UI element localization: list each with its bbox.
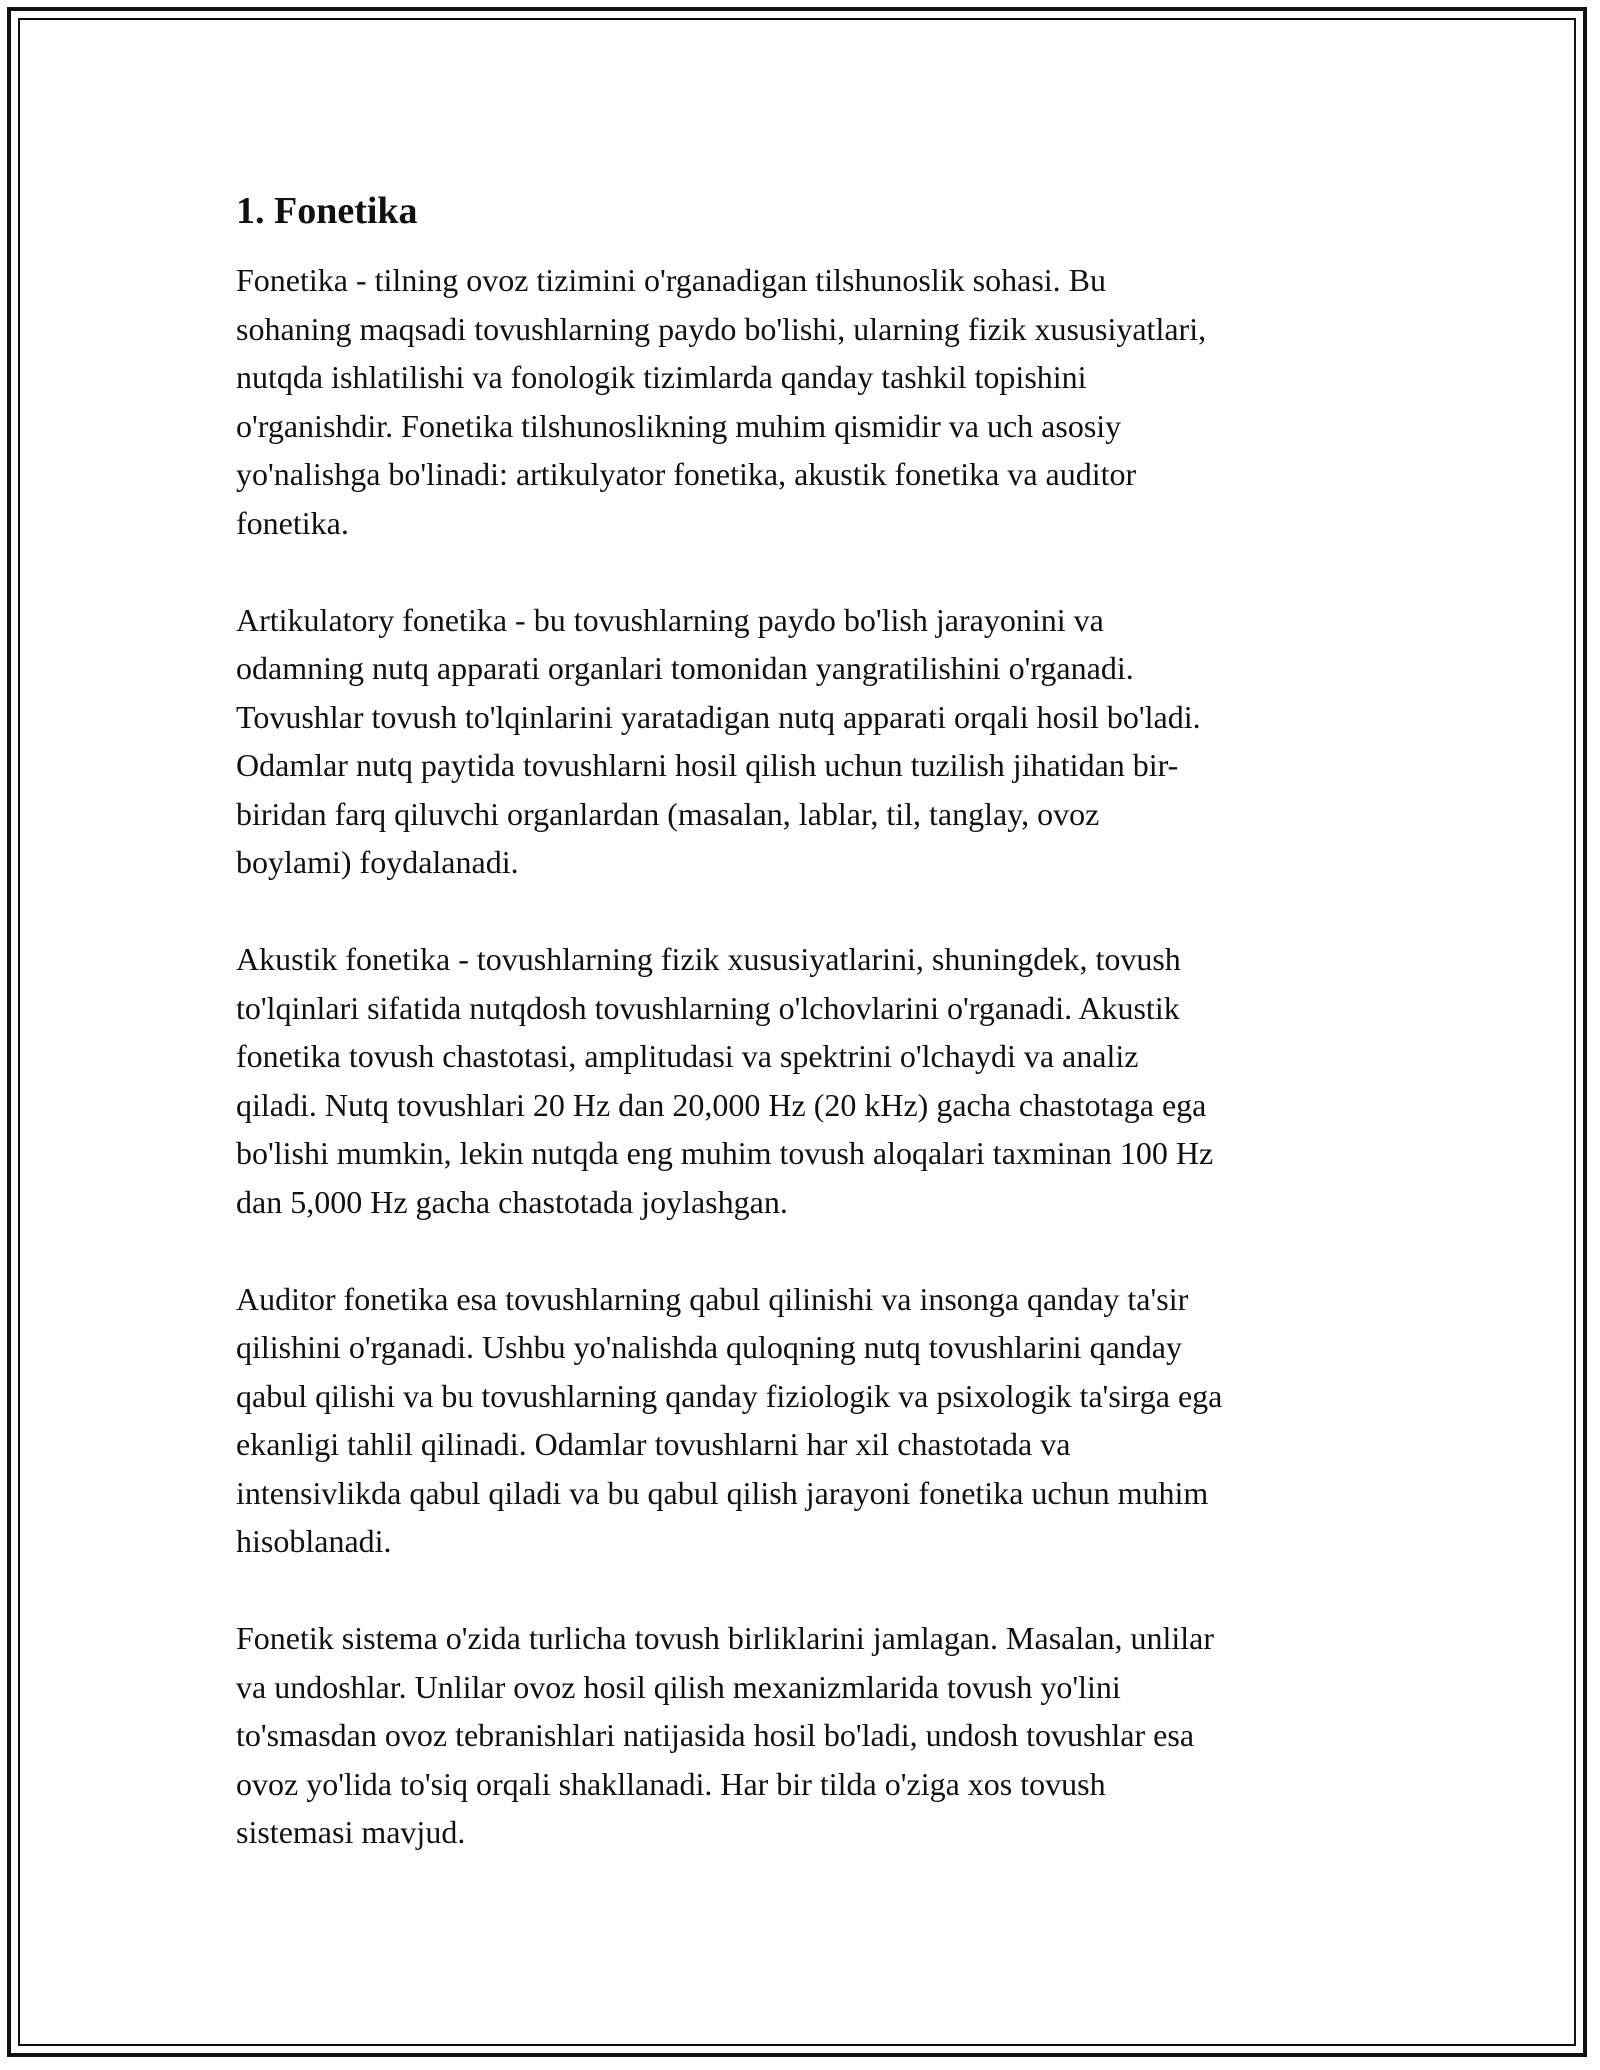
paragraph-list: [236, 256, 1376, 1857]
paragraph-line: odamning nutq apparati organlari tomonidan yangratilishini o'rganadi.: [236, 650, 1134, 686]
paragraph-line: sistemasi mavjud.: [236, 1814, 466, 1850]
paragraph: [236, 596, 1376, 887]
document-content: [236, 186, 1376, 1905]
paragraph-line: Odamlar nutq paytida tovushlarni hosil qilish uchun tuzilish jihatidan bir-: [236, 747, 1179, 783]
paragraph-line: dan 5,000 Hz gacha chastotada joylashgan.: [236, 1183, 788, 1220]
paragraph-line: qilishini o'rganadi. Ushbu yo'nalishda quloqning nutq tovushlarini qanday: [236, 1329, 1182, 1365]
paragraph-line: biridan farq qiluvchi organlardan (masalan, lablar, til, tanglay, ovoz: [236, 795, 1100, 832]
paragraph-line: boylami) foydalanadi.: [236, 844, 519, 880]
paragraph-line: yo'nalishga bo'linadi: artikulyator fonetika, akustik fonetika va auditor: [236, 456, 1137, 492]
paragraph: [236, 1275, 1376, 1566]
paragraph-line: ekanligi tahlil qilinadi. Odamlar tovushlarni har xil chastotada va: [236, 1426, 1071, 1462]
paragraph-line: to'lqinlari sifatida nutqdosh tovushlarning o'lchovlarini o'rganadi. Akustik: [236, 989, 1180, 1026]
paragraph-line: Auditor fonetika esa tovushlarning qabul qilinishi va insonga qanday ta'sir: [236, 1280, 1189, 1317]
paragraph: [236, 935, 1376, 1226]
paragraph-line: qiladi. Nutq tovushlari 20 Hz dan 20,000 Hz (20 kHz) gacha chastotaga ega: [236, 1086, 1207, 1123]
paragraph: [236, 256, 1376, 547]
section-heading: 1. Fonetika: [236, 190, 418, 232]
paragraph-line: intensivlikda qabul qiladi va bu qabul qilish jarayoni fonetika uchun muhim: [236, 1474, 1209, 1511]
paragraph-line: va undoshlar. Unlilar ovoz hosil qilish mexanizmlarida tovush yo'lini: [236, 1668, 1121, 1705]
paragraph-line: bo'lishi mumkin, lekin nutqda eng muhim tovush aloqalari taxminan 100 Hz: [236, 1135, 1214, 1171]
paragraph-line: o'rganishdir. Fonetika tilshunoslikning muhim qismidir va uch asosiy: [236, 407, 1122, 444]
paragraph-line: Fonetik sistema o'zida turlicha tovush birliklarini jamlagan. Masalan, unlilar: [236, 1620, 1214, 1656]
paragraph-line: fonetika tovush chastotasi, amplitudasi va spektrini o'lchaydi va analiz: [236, 1038, 1139, 1074]
paragraph-line: Akustik fonetika - tovushlarning fizik xususiyatlarini, shuningdek, tovush: [236, 941, 1181, 977]
paragraph-line: Tovushlar tovush to'lqinlarini yaratadigan nutq apparati orqali hosil bo'ladi.: [236, 698, 1201, 735]
paragraph-line: qabul qilishi va bu tovushlarning qanday fiziologik va psixologik ta'sirga ega: [236, 1377, 1223, 1414]
paragraph-line: to'smasdan ovoz tebranishlari natijasida hosil bo'ladi, undosh tovushlar esa: [236, 1717, 1195, 1753]
paragraph-line: fonetika.: [236, 504, 349, 541]
paragraph-line: ovoz yo'lida to'siq orqali shakllanadi. Har bir tilda o'ziga xos tovush: [236, 1765, 1106, 1802]
paragraph: [236, 1614, 1376, 1857]
paragraph-line: Fonetika - tilning ovoz tizimini o'rganadigan tilshunoslik sohasi. Bu: [236, 262, 1106, 298]
paragraph-line: nutqda ishlatilishi va fonologik tizimlarda qanday tashkil topishini: [236, 359, 1087, 395]
paragraph-line: Artikulatory fonetika - bu tovushlarning paydo bo'lish jarayonini va: [236, 601, 1104, 638]
paragraph-line: hisoblanadi.: [236, 1523, 392, 1559]
paragraph-line: sohaning maqsadi tovushlarning paydo bo'lishi, ularning fizik xususiyatlari,: [236, 310, 1207, 347]
